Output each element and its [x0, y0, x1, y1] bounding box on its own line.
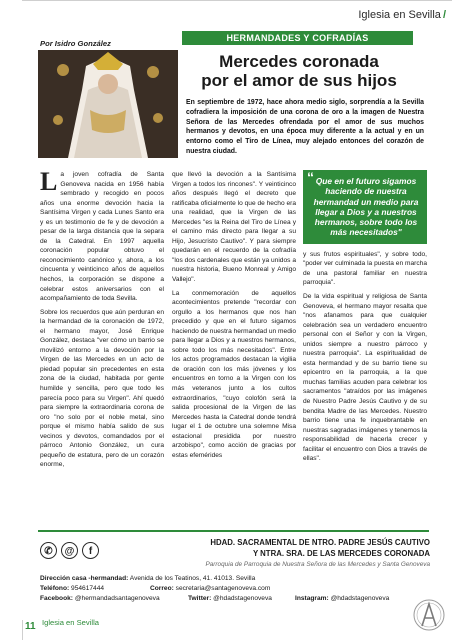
author-byline: Por Isidro González: [40, 39, 111, 48]
pull-quote: “ Que en el futuro sigamos haciendo de nuestra hermandad un medio para llegar a Dios y a nuestros hermanos, sobre todo los más necesitados": [303, 170, 427, 244]
address-line: Dirección casa -hermandad: Avenida de los Teatinos, 41. 41013. Sevilla: [40, 575, 256, 582]
phone-email-line: Teléfono: 954617444 Correo: secretaria@santagenoveva.com: [40, 585, 271, 592]
seal-stamp-icon: [412, 596, 446, 634]
article-column-1: La joven cofradía de Santa Genoveva nacida en 1956 había sembrado y recogido en pocos años una enorme devoción hacia la Santísima Virgen y cada Lunes Santo era y es un testimonio de fe y de devoción a pesar de la larga distancia que la separa de la Catedral. En 1997 aquella coronación popular obtuvo el reconocimiento canónico y, ahora, a los cincuenta y veinticinco años de aquellos hechos, la corporación se dispone a celebrar estos aniversarios con el acompañamiento de toda Sevilla. Sobre los recuerdos que aún perduran en la hermandad de la coronación de 1972, el hermano mayor, José Enrique González, destaca "ver cómo un barrio se movilizó entorno a la devoción por la Virgen de las Mercedes en un acto de piedad popular sin precedentes en esta zona de la ciudad, habitada por gente humilde y sencilla, pero que todo les parecía poco para su Virgen". Ahí quedó para siempre la extraordinaria corona de oro "no solo por el noble metal, sino porque el mismo había salido de sus vecinos y devotos, comandados por el párroco Antonio González, un cura pequeño de estatura, pero de un corazón enorme,: [40, 167, 164, 469]
facebook-icon: f: [82, 542, 99, 559]
dropcap: L: [40, 167, 58, 196]
page-number: 11: [25, 621, 36, 632]
section-banner: HERMANDADES Y COFRADÍAS: [182, 31, 413, 45]
article-column-2: que llevó la devoción a la Santísima Virgen a todos los rincones". Y veinticinco años después llegó el decreto que ratificaba oficialmente lo que de hecho era una realidad, que la Virgen de las Mercedes "es la Reina del Tiro de Línea y el camino más directo para llegar a su Hijo, Jesucristo Cautivo". Y para siempre quedarán en el recuerdo de la cofradía "los dos cardenales que están ya unidos a nuestra historia, Bueno Monreal y Amigo Vallejo". La conmemoración de aquellos acontecimientos pretende "recordar con orgullo a los hermanos que nos han precedido y que en el futuro sigamos haciendo de nuestra hermandad un medio para llegar a Dios y a nuestros hermanos, sobre todo los más necesitados". Entre los actos programados destacan la vigilia de oración con los más jóvenes y los encuentros en torno a la Virgen con los más veteranos junto a los cultos extraordinarios, "cuyo colofón será la salida procesional de la Virgen de las Mercedes hasta la Catedral donde tendrá lugar el 1 de octubre una solemne Misa estacional presidida por nuestro arzobispo", como acción de gracias por estas efemérides: [172, 171, 296, 459]
quote-mark-icon: “: [307, 169, 314, 185]
at-sign-icon: @: [61, 542, 78, 559]
top-rule: [22, 0, 452, 1]
instagram-link[interactable]: @hdadstagenoveva: [330, 595, 390, 602]
article-title: Mercedes coronada por el amor de sus hijos: [201, 52, 397, 90]
parish-name: Parroquia de Parroquia de Nuestra Señora de las Mercedes y Santa Genoveva: [205, 561, 430, 568]
virgin-mercedes-photo: [38, 50, 178, 158]
article-lead: En septiembre de 1972, hace ahora medio siglo, sorprendía a la Sevilla cofradiera la imposición de una corona de oro a la imagen de Nuestra Señora de las Mercedes ofrendada por el amor de sus muchos hermanos y devotos, en una época muy diferente a la actual y en un entorno como el Tiro de Línea, muy alejado entonces del corazón de nuestra ciudad.: [186, 99, 424, 155]
phone-icon: ✆: [40, 542, 57, 559]
footer-divider: [38, 530, 429, 532]
footer-brand: Iglesia en Sevilla: [42, 618, 99, 627]
header-brand: Iglesia en Sevilla /: [358, 9, 446, 21]
email-link[interactable]: secretaria@santagenoveva.com: [175, 585, 271, 592]
footer-rule: [22, 620, 23, 640]
twitter-link[interactable]: @hdadstagenoveva: [213, 595, 272, 602]
social-line: Facebook: @hermandadsantagenoveva Twitter: @hdadstagenoveva Instagram: @hdadstagenoveva: [40, 595, 390, 602]
facebook-link[interactable]: @hermandadsantagenoveva: [74, 595, 160, 602]
contact-icons: [40, 542, 99, 562]
brotherhood-name: HDAD. SACRAMENTAL DE NTRO. PADRE JESÚS CAUTIVO Y NTRA. SRA. DE LAS MERCEDES CORONADA: [210, 538, 430, 558]
article-column-3: “ Que en el futuro sigamos haciendo de nuestra hermandad un medio para llegar a Dios y a nuestros hermanos, sobre todo los más necesitados" y sus frutos espirituales", y sobre todo, "poder ver culminada la puesta en marcha de una pastoral familiar en nuestra parroquia". De la vida espiritual y religiosa de Santa Genoveva, el hermano mayor resalta que "nos afanamos para que cualquier celebración sea un verdadero encuentro personal con el Señor y con la Virgen, unidos siempre a nuestro párroco y nuestra parroquia". La espiritualidad de esta hermandad y de su barrio tiene su epicentro en la parroquia, a la que muchas familias acuden para celebrar los sacramentos "atraídos por las imágenes de Nuestro Padre Jesús Cautivo y de su bendita Madre de las Mercedes. Nuestro barrio tiene una fe inquebrantable en nuestras sagradas imágenes y tenemos la responsabilidad de hacerla crecer y facilitar el encuentro con Dios a través de ellas".: [303, 169, 427, 463]
